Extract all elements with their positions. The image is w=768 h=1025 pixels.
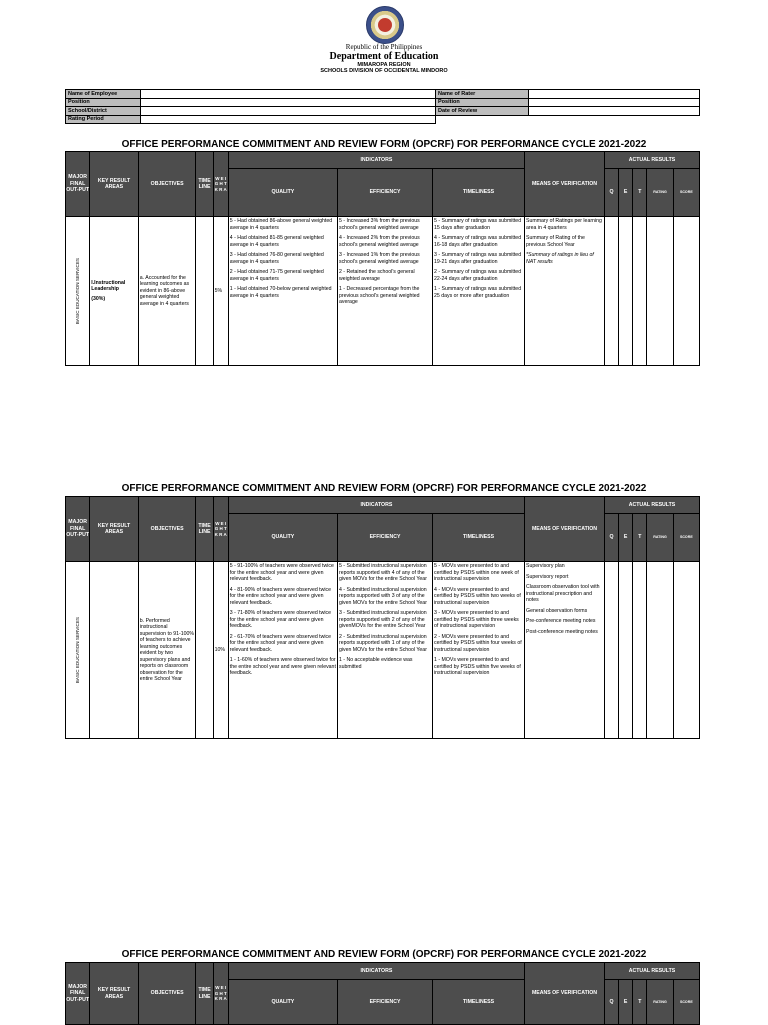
t-cell[interactable] bbox=[633, 217, 647, 366]
opcrf-table-3 bbox=[65, 962, 700, 1025]
rating-period-field[interactable] bbox=[141, 115, 436, 124]
timeline-header: TIME LINE bbox=[196, 963, 213, 1025]
quality-item: 1 - Had obtained 70-below general weighted average in 4 quarters bbox=[229, 286, 332, 299]
kra-percent: (30%) bbox=[91, 295, 106, 302]
quality-item: 4 - Had obtained 81-85 general weighted average in 4 quarters bbox=[229, 235, 324, 248]
mov-item: Supervisory report bbox=[526, 573, 569, 580]
mfo-header: MAJOR FINAL OUT-PUT bbox=[66, 152, 90, 217]
mov-item: Classroom observation tool with instructional prescription and notes bbox=[526, 584, 600, 603]
quality-item: 1 - 1-60% of teachers were observed twice for the entire school year and were given relevant feedback. bbox=[229, 657, 336, 676]
objective-cell: a. Accounted for the learning outcomes as evident in 86-above general weighted average in 4 quarters bbox=[138, 217, 196, 366]
efficiency-item: 5 - Submitted instructional supervision reports supported with 4 of any of the given MOVs for the entire School Year bbox=[338, 563, 427, 582]
name-of-employee-label: Name of Employee bbox=[66, 90, 141, 99]
e-header: E bbox=[619, 169, 633, 217]
score-cell[interactable] bbox=[673, 217, 699, 366]
timeliness-item: 2 - MOVs were presented to and certified by PSDS within four weeks of instructional supervision bbox=[434, 633, 522, 653]
rating-cell[interactable] bbox=[647, 217, 673, 366]
efficiency-item: 2 - Submitted instructional supervision reports supported with 1 of any of the given MOVs for the entire School Year bbox=[338, 633, 427, 653]
opcrf-table-1 bbox=[65, 151, 700, 366]
mov-item: Pre-conference meeting notes bbox=[526, 618, 596, 624]
region-label: MIMAROPA REGION bbox=[357, 62, 411, 68]
department-title: Department of Education bbox=[329, 51, 439, 62]
efficiency-item: 5 - Increased 3% from the previous school's general weighted average bbox=[338, 218, 420, 231]
rating-header: RATING bbox=[647, 980, 673, 1025]
weight-header: W E I G H T K R A bbox=[213, 963, 228, 1025]
timeliness-item: 3 - Summary of ratings was submitted 19-21 days after graduation bbox=[434, 252, 522, 265]
quality-item: 2 - 61-70% of teachers were observed twice for the entire school year and were given relevant feedback. bbox=[229, 633, 331, 653]
efficiency-item: 1 - No acceptable evidence was submitted bbox=[338, 657, 413, 670]
efficiency-item: 2 - Retained the school's general weighted average bbox=[338, 269, 415, 282]
timeliness-header: TIMELINESS bbox=[433, 169, 525, 217]
form-title-1: OFFICE PERFORMANCE COMMITMENT AND REVIEW FORM (OPCRF) FOR PERFORMANCE CYCLE 2021-2022 bbox=[121, 139, 647, 150]
t-header: T bbox=[633, 169, 647, 217]
quality-header: QUALITY bbox=[228, 980, 337, 1025]
school-district-field[interactable] bbox=[141, 107, 436, 116]
weight-cell: 10% bbox=[213, 562, 228, 739]
e-header: E bbox=[619, 980, 633, 1025]
efficiency-item: 1 - Decreased percentage from the previous school's general weighted average bbox=[338, 286, 420, 305]
objectives-header: OBJECTIVES bbox=[138, 497, 196, 562]
weight-header: W E I G H T K R A bbox=[213, 152, 228, 217]
objectives-header: OBJECTIVES bbox=[138, 152, 196, 217]
mov-item: General observation forms bbox=[526, 607, 588, 614]
position-field[interactable] bbox=[141, 98, 436, 107]
mov-header: MEANS OF VERIFICATION bbox=[525, 152, 605, 217]
q-header: Q bbox=[604, 514, 618, 562]
timeliness-item: 4 - MOVs were presented to and certified by PSDS within two weeks of instructional supervision bbox=[434, 586, 521, 606]
deped-seal-logo bbox=[366, 6, 404, 44]
form-title-3: OFFICE PERFORMANCE COMMITMENT AND REVIEW FORM (OPCRF) FOR PERFORMANCE CYCLE 2021-2022 bbox=[121, 949, 647, 960]
mov-header: MEANS OF VERIFICATION bbox=[525, 963, 605, 1025]
t-header: T bbox=[633, 514, 647, 562]
score-header: SCORE bbox=[673, 514, 699, 562]
actual-results-header: ACTUAL RESULTS bbox=[604, 497, 699, 514]
mov-item: Summary of Rating of the previous School Year bbox=[526, 235, 585, 248]
mov-item: *Summary of ratings in lieu of NAT results bbox=[526, 252, 594, 265]
form-title-2: OFFICE PERFORMANCE COMMITMENT AND REVIEW FORM (OPCRF) FOR PERFORMANCE CYCLE 2021-2022 bbox=[121, 483, 647, 494]
score-header: SCORE bbox=[673, 169, 699, 217]
name-of-employee-field[interactable] bbox=[141, 90, 436, 99]
e-header: E bbox=[619, 514, 633, 562]
timeliness-item: 2 - Summary of ratings was submitted 22-24 days after graduation bbox=[434, 269, 522, 282]
quality-item: 3 - Had obtained 76-80 general weighted average in 4 quarters bbox=[229, 252, 324, 265]
date-of-review-field[interactable] bbox=[529, 107, 700, 116]
efficiency-item: 4 - Increased 2% from the previous school's general weighted average bbox=[338, 235, 420, 248]
rating-period-label: Rating Period bbox=[66, 115, 141, 124]
employee-info-table bbox=[65, 89, 700, 124]
timeliness-header: TIMELINESS bbox=[433, 514, 525, 562]
q-cell[interactable] bbox=[604, 217, 618, 366]
timeliness-item: 1 - MOVs were presented to and certified by PSDS within five weeks of instructional supervision bbox=[434, 657, 521, 676]
timeliness-item: 3 - MOVs were presented to and certified by PSDS within three weeks of instructional supervision bbox=[434, 610, 519, 629]
mov-item: Supervisory plan bbox=[526, 563, 565, 569]
school-district-label: School/District bbox=[66, 107, 141, 116]
e-cell[interactable] bbox=[619, 562, 633, 739]
quality-item: 4 - 81-90% of teachers were observed twice for the entire school year and were given relevant feedback. bbox=[229, 586, 331, 606]
timeliness-item: 1 - Summary of ratings was submitted 25 days or more after graduation bbox=[434, 286, 522, 299]
actual-results-header: ACTUAL RESULTS bbox=[604, 963, 699, 980]
timeline-cell[interactable] bbox=[196, 562, 213, 739]
efficiency-header: EFFICIENCY bbox=[337, 514, 432, 562]
indicators-header: INDICATORS bbox=[228, 963, 524, 980]
timeliness-item: 5 - Summary of ratings was submitted 15 days after graduation bbox=[434, 218, 522, 231]
timeline-cell[interactable] bbox=[196, 217, 213, 366]
kra-cell bbox=[90, 562, 139, 739]
kra-cell: I.Instructional Leadership bbox=[91, 279, 126, 293]
timeline-header: TIME LINE bbox=[196, 152, 213, 217]
quality-header: QUALITY bbox=[228, 169, 337, 217]
efficiency-item: 3 - Submitted instructional supervision reports supported with 2 of any of the givenMOVs for the entire School Year bbox=[338, 610, 427, 629]
e-cell[interactable] bbox=[619, 217, 633, 366]
mfo-cell: BASIC EDUCATION SERVICES bbox=[74, 257, 80, 325]
score-header: SCORE bbox=[673, 980, 699, 1025]
kra-header: KEY RESULT AREAS bbox=[90, 497, 139, 562]
q-header: Q bbox=[604, 169, 618, 217]
efficiency-header: EFFICIENCY bbox=[337, 980, 432, 1025]
quality-item: 5 - Had obtained 86-above general weighted average in 4 quarters bbox=[229, 218, 333, 231]
indicators-header: INDICATORS bbox=[228, 152, 524, 169]
timeliness-header: TIMELINESS bbox=[433, 980, 525, 1025]
rater-position-field[interactable] bbox=[529, 98, 700, 107]
mfo-header: MAJOR FINAL OUT-PUT bbox=[66, 497, 90, 562]
mfo-cell: BASIC EDUCATION SERVICES bbox=[74, 616, 80, 684]
indicators-header: INDICATORS bbox=[228, 497, 524, 514]
opcrf-table-2 bbox=[65, 496, 700, 739]
q-cell[interactable] bbox=[604, 562, 618, 739]
kra-header: KEY RESULT AREAS bbox=[90, 152, 139, 217]
quality-header: QUALITY bbox=[228, 514, 337, 562]
score-cell[interactable] bbox=[673, 562, 699, 739]
mov-item: Summary of Ratings per learning area in 4 quarters bbox=[526, 218, 602, 231]
quality-item: 5 - 91-100% of teachers were observed twice for the entire school year and were given relevant feedback. bbox=[229, 563, 334, 582]
kra-header: KEY RESULT AREAS bbox=[90, 963, 139, 1025]
rating-header: RATING bbox=[647, 169, 673, 217]
name-of-rater-field[interactable] bbox=[529, 90, 700, 99]
objective-cell: b. Performed instructional supervision to 91-100% of teachers to achieve learning outcomes evident by two supervisory plans and reports on classroom observation for the entire School Year bbox=[138, 562, 196, 739]
timeline-header: TIME LINE bbox=[196, 497, 213, 562]
position-label: Position bbox=[66, 98, 141, 107]
efficiency-header: EFFICIENCY bbox=[337, 169, 432, 217]
efficiency-item: 3 - Increased 1% from the previous school's general weighted average bbox=[338, 252, 420, 265]
q-header: Q bbox=[604, 980, 618, 1025]
mov-header: MEANS OF VERIFICATION bbox=[525, 497, 605, 562]
weight-cell: 5% bbox=[213, 217, 228, 366]
republic-label: Republic of the Philippines bbox=[345, 43, 423, 51]
name-of-rater-label: Name of Rater bbox=[436, 90, 529, 99]
actual-results-header: ACTUAL RESULTS bbox=[604, 152, 699, 169]
rating-cell[interactable] bbox=[647, 562, 673, 739]
mfo-header: MAJOR FINAL OUT-PUT bbox=[66, 963, 90, 1025]
rating-header: RATING bbox=[647, 514, 673, 562]
timeliness-item: 5 - MOVs were presented to and certified by PSDS within one week of instructional supervision bbox=[434, 563, 519, 582]
t-header: T bbox=[633, 980, 647, 1025]
mov-item: Post-conference meeting notes bbox=[526, 628, 598, 635]
objectives-header: OBJECTIVES bbox=[138, 963, 196, 1025]
weight-header: W E I G H T K R A bbox=[213, 497, 228, 562]
quality-item: 3 - 71-80% of teachers were observed twice for the entire school year and were given feedback. bbox=[229, 610, 331, 629]
efficiency-item: 4 - Submitted instructional supervision reports supported with 3 of any of the given MOVs for the entire School Year bbox=[338, 586, 427, 606]
division-label: SCHOOLS DIVISION OF OCCIDENTAL MINDORO bbox=[320, 68, 448, 74]
quality-item: 2 - Had obtained 71-75 general weighted average in 4 quarters bbox=[229, 269, 324, 282]
t-cell[interactable] bbox=[633, 562, 647, 739]
date-of-review-label: Date of Review bbox=[436, 107, 529, 116]
rater-position-label: Position bbox=[436, 98, 529, 107]
timeliness-item: 4 - Summary of ratings was submitted 16-18 days after graduation bbox=[434, 235, 522, 248]
